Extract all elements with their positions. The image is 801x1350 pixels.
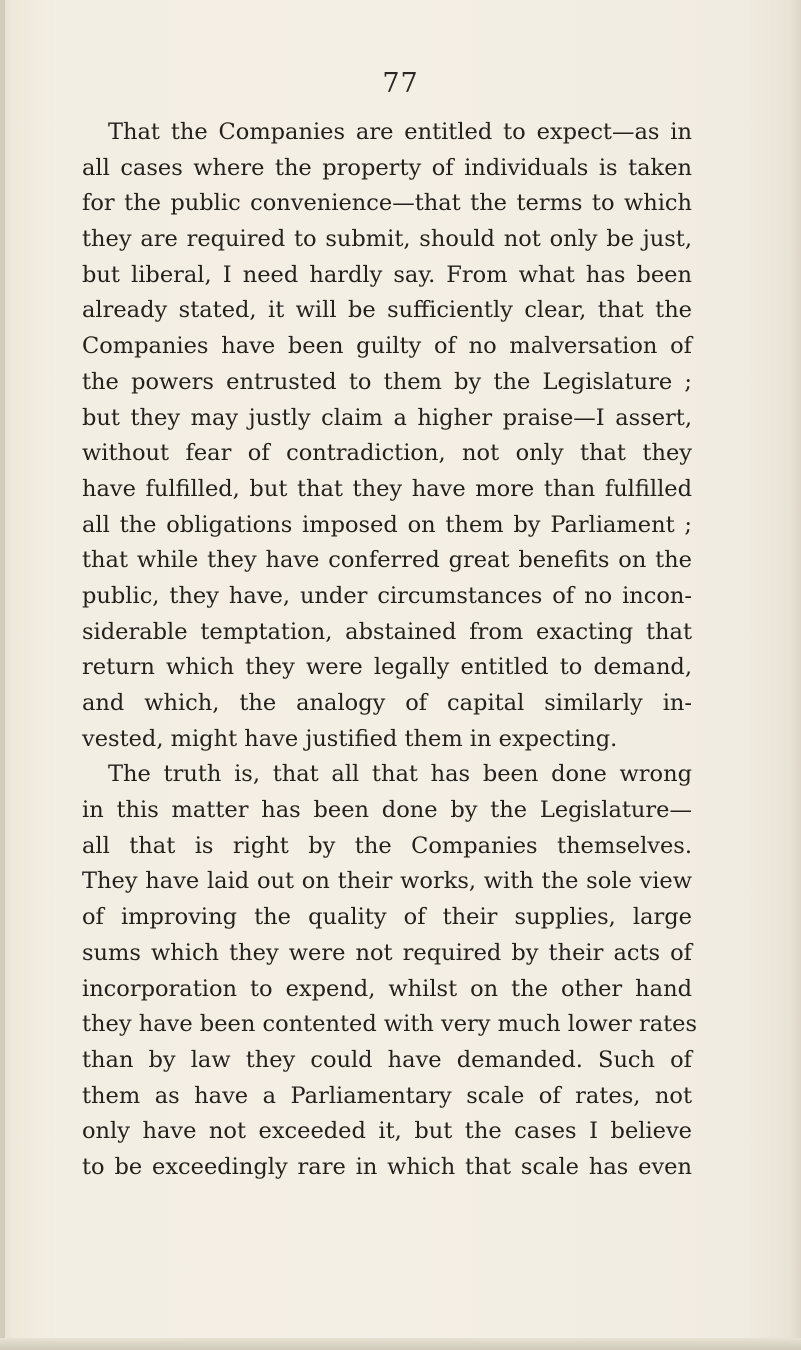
text-line: the powers entrusted to them by the Legislature ; — [82, 368, 692, 395]
text-line: all cases where the property of individuals is taken — [82, 154, 692, 181]
text-line: than by law they could have demanded. Such of — [82, 1046, 692, 1073]
page-number: 77 — [382, 68, 419, 99]
text-line: but liberal, I need hardly say. From what has been — [82, 261, 692, 288]
text-line: have fulfilled, but that they have more than fulfilled — [82, 475, 692, 502]
text-line: for the public convenience—that the terms to which — [82, 190, 692, 217]
text-line: without fear of contradiction, not only that they — [82, 440, 692, 467]
text-line: Companies have been guilty of no malversation of — [82, 333, 692, 360]
text-line: they have been contented with very much lower rates — [82, 1011, 698, 1038]
text-line: public, they have, under circumstances of no incon- — [82, 582, 692, 609]
text-line: They have laid out on their works, with the sole view — [82, 868, 692, 895]
text-line: in this matter has been done by the Legislature— — [82, 797, 692, 824]
body-text — [82, 115, 698, 1186]
text-line: sums which they were not required by their acts of — [82, 939, 692, 966]
text-line: all that is right by the Companies themselves. — [82, 832, 692, 859]
text-line: but they may justly claim a higher praise—I assert, — [82, 404, 692, 431]
text-line: that while they have conferred great benefits on the — [82, 547, 692, 574]
text-line: and which, the analogy of capital similarly in- — [82, 690, 692, 716]
text-line: vested, might have justified them in expecting. — [82, 725, 618, 752]
text-line: incorporation to expend, whilst on the other hand — [82, 975, 692, 1002]
page-binding-edge — [0, 0, 5, 1350]
text-line: siderable temptation, abstained from exacting that — [82, 618, 692, 645]
text-line: return which they were legally entitled to demand, — [82, 654, 692, 681]
text-line: only have not exceeded it, but the cases I believe — [82, 1118, 692, 1145]
text-line: That the Companies are entitled to expect—as in — [108, 119, 692, 145]
text-line: already stated, it will be sufficiently clear, that the — [82, 297, 692, 324]
page-bottom-edge — [0, 1338, 801, 1350]
text-line: them as have a Parliamentary scale of rates, not — [82, 1082, 692, 1109]
text-line: they are required to submit, should not only be just, — [82, 226, 692, 253]
text-line: The truth is, that all that has been done wrong — [108, 761, 692, 788]
text-line: of improving the quality of their supplies, large — [82, 904, 692, 931]
text-line: all the obligations imposed on them by Parliament ; — [82, 511, 692, 538]
text-line: to be exceedingly rare in which that scale has even — [82, 1153, 692, 1180]
